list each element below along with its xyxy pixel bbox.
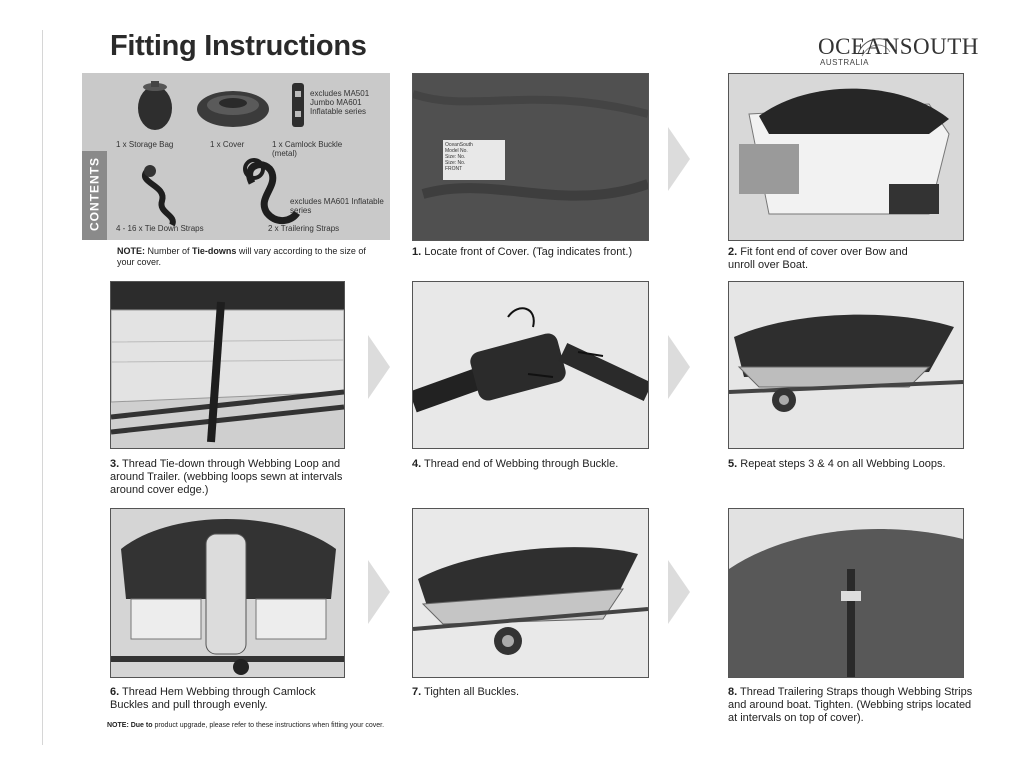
step8-caption xyxy=(728,686,978,725)
step3-text: Thread Tie-down through Webbing Loop and around Trailer. (webbing loops sewn at intervals around cover edge.) xyxy=(110,458,343,496)
tag-line2: Model No. xyxy=(445,148,468,154)
step7-caption xyxy=(412,686,662,699)
arrow-right-icon xyxy=(668,560,690,624)
step4-text: Thread end of Webbing through Buckle. xyxy=(424,458,619,470)
front-tag xyxy=(443,140,505,180)
step6-caption xyxy=(110,686,355,712)
left-margin-line xyxy=(42,30,43,745)
tag-line5: FRONT xyxy=(445,166,463,172)
storage-bag-label: 1 x Storage Bag xyxy=(116,140,174,149)
tag-line1: OceanSouth xyxy=(445,142,473,148)
cover-label: 1 x Cover xyxy=(210,140,245,149)
contents-panel xyxy=(82,73,390,240)
stern-camlock-image xyxy=(111,509,344,677)
step2-caption xyxy=(728,246,918,272)
tie-downs-note-prefix: NOTE: xyxy=(117,246,145,256)
arrow-right-icon xyxy=(368,560,390,624)
step1-caption xyxy=(412,246,662,259)
step7-number: 7. xyxy=(412,686,422,698)
trailering-label: 2 x Trailering Straps xyxy=(268,224,340,233)
trailering-excludes-note: excludes MA601 Inflatable series xyxy=(290,197,384,215)
tie-downs-note xyxy=(117,246,377,268)
camlock-buckle-label: 1 x Camlock Buckle (metal) xyxy=(272,140,343,158)
step2-text: Fit font end of cover over Bow and unroll over Boat. xyxy=(728,246,908,271)
tie-downs-note-text-a: Number of xyxy=(145,246,193,256)
step7-text: Tighten all Buckles. xyxy=(424,686,520,698)
step7-photo xyxy=(412,508,649,678)
step3-photo xyxy=(110,281,345,449)
tie-down-strap-icon xyxy=(144,165,173,225)
step5-text: Repeat steps 3 & 4 on all Webbing Loops. xyxy=(740,458,946,470)
step3-caption xyxy=(110,458,350,497)
step5-caption xyxy=(728,458,988,471)
upgrade-note-text: product upgrade, please refer to these instructions when fitting your cover. xyxy=(152,722,385,729)
cover-roll-icon xyxy=(197,91,269,127)
upgrade-note xyxy=(107,722,607,729)
oceansouth-logo xyxy=(810,32,979,72)
boat-bow-cover-image xyxy=(729,74,963,240)
step8-text: Thread Trailering Straps though Webbing Strips and around boat. Tighten. (Webbing strips located at intervals on top of cover). xyxy=(728,686,973,724)
step6-photo xyxy=(110,508,345,678)
step5-photo xyxy=(728,281,964,449)
camlock-buckle-icon xyxy=(292,83,304,127)
storage-bag-icon xyxy=(138,81,172,130)
page-title: Fitting Instructions xyxy=(110,30,367,62)
step1-number: 1. xyxy=(412,246,422,258)
step4-number: 4. xyxy=(412,458,422,470)
tie-downs-note-bold: Tie-downs xyxy=(192,246,237,256)
contents-tab-label: CONTENTS xyxy=(87,157,102,231)
logo-brand-text: OCEANSOUTH xyxy=(818,34,979,59)
trailering-strap-top-image xyxy=(729,509,963,677)
tightened-cover-boat-image xyxy=(413,509,648,677)
step2-number: 2. xyxy=(728,246,738,258)
tie-down-loop-image xyxy=(111,282,344,448)
step5-number: 5. xyxy=(728,458,738,470)
step6-number: 6. xyxy=(110,686,120,698)
tag-line3: Size: No. xyxy=(445,154,466,160)
step3-number: 3. xyxy=(110,458,120,470)
buckle-threading-image xyxy=(413,282,648,448)
step2-photo xyxy=(728,73,964,241)
arrow-right-icon xyxy=(368,335,390,399)
upgrade-note-prefix: NOTE: Due to xyxy=(107,722,153,729)
step4-photo xyxy=(412,281,649,449)
step8-number: 8. xyxy=(728,686,738,698)
step4-caption xyxy=(412,458,662,471)
tie-down-label: 4 - 16 x Tie Down Straps xyxy=(116,224,204,233)
contents-tab xyxy=(82,151,107,240)
arrow-right-icon xyxy=(668,335,690,399)
step6-text: Thread Hem Webbing through Camlock Buckles and pull through evenly. xyxy=(110,686,316,711)
step1-photo xyxy=(412,73,649,241)
logo-sub-text: AUSTRALIA xyxy=(820,58,869,67)
step8-photo xyxy=(728,508,964,678)
arrow-right-icon xyxy=(668,127,690,191)
step1-text: Locate front of Cover. (Tag indicates front.) xyxy=(424,246,633,258)
tag-line4: Size: No. xyxy=(445,160,466,166)
buckle-excludes-note: excludes MA501 Jumbo MA601 Inflatable series xyxy=(310,89,370,116)
tie-downs-note-text-b: will vary according to the size of your cover. xyxy=(117,246,366,267)
covered-boat-trailer-image xyxy=(729,282,963,448)
